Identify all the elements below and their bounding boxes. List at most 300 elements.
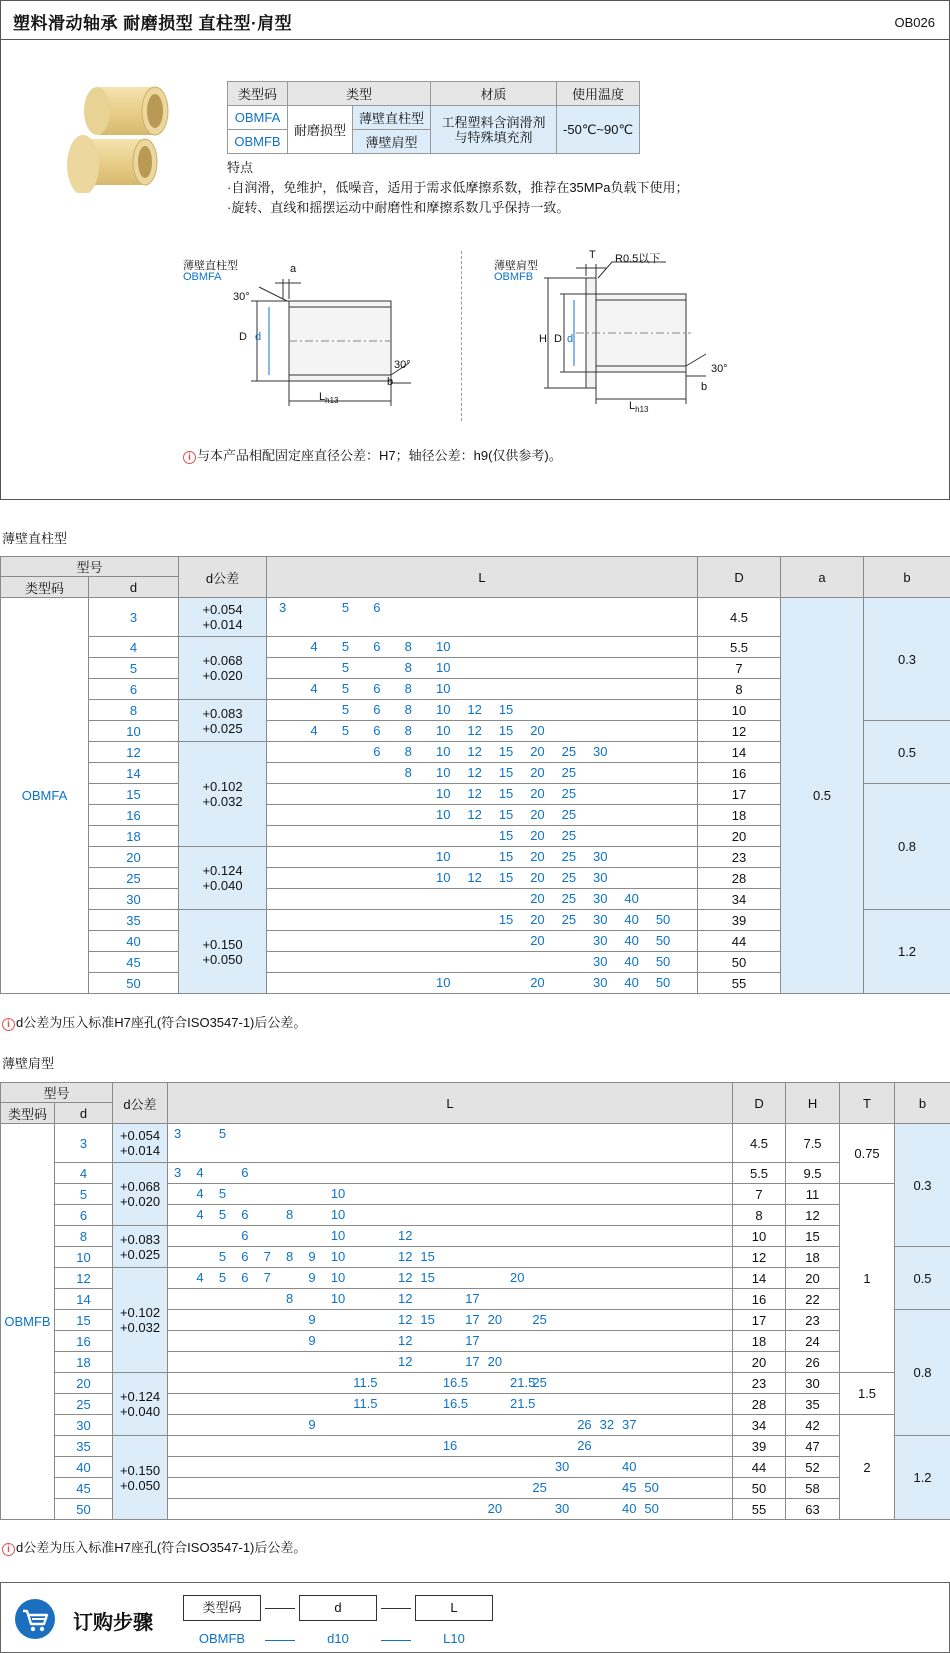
T-cell: 1 <box>840 1184 895 1373</box>
D-cell: 28 <box>698 868 781 889</box>
dim-angle: 30° <box>711 363 728 375</box>
L-value: 15 <box>498 849 514 864</box>
dim-L-text: L <box>319 391 326 403</box>
L-value: 8 <box>404 744 412 759</box>
L-value: 6 <box>373 600 381 615</box>
table-a-note <box>2 1012 306 1031</box>
L-value: 6 <box>241 1228 249 1243</box>
L-value: 15 <box>498 870 514 885</box>
d-cell: 16 <box>89 805 179 826</box>
order-separator <box>265 1640 295 1641</box>
L-value: 17 <box>465 1333 480 1348</box>
D-cell: 16 <box>698 763 781 784</box>
L-values-cell <box>267 658 698 679</box>
L-value: 12 <box>467 807 482 822</box>
tol-lower: +0.025 <box>119 1246 161 1262</box>
L-value: 30 <box>593 849 608 864</box>
tol-lower: +0.040 <box>202 878 243 893</box>
L-value: 6 <box>373 639 381 654</box>
L-value: 6 <box>373 702 381 717</box>
D-cell: 8 <box>698 679 781 700</box>
table-row <box>1 1226 950 1247</box>
L-value: 20 <box>530 870 545 885</box>
L-value: 17 <box>465 1312 480 1327</box>
L-value: 4 <box>196 1207 204 1222</box>
L-values-cell <box>168 1499 733 1520</box>
L-value: 26 <box>577 1417 592 1432</box>
L-value: 25 <box>532 1312 547 1327</box>
d-cell: 5 <box>89 658 179 679</box>
d-cell: 45 <box>55 1478 113 1499</box>
L-value: 30 <box>593 870 608 885</box>
L-value: 32 <box>599 1417 615 1432</box>
order-separator <box>381 1608 411 1609</box>
d-cell: 6 <box>89 679 179 700</box>
product-header-panel <box>0 0 950 500</box>
table-row <box>1 1163 950 1184</box>
L-value: 25 <box>561 807 577 822</box>
L-values-cell <box>168 1415 733 1436</box>
order-value-L: L10 <box>443 1631 465 1646</box>
type-code-cell: OBMFA <box>1 598 89 994</box>
col-header-code: 类型码 <box>1 577 89 598</box>
L-values-cell <box>168 1352 733 1373</box>
L-values-cell <box>267 889 698 910</box>
L-value: 20 <box>487 1354 503 1369</box>
spec-header: 类型码 <box>228 82 288 106</box>
L-value: 11.5 <box>353 1375 378 1390</box>
d-tolerance-cell <box>179 742 267 847</box>
b-cell: 0.8 <box>864 784 950 910</box>
L-value: 10 <box>436 786 451 801</box>
page-title: 塑料滑动轴承 耐磨损型 直柱型·肩型 <box>13 14 293 33</box>
L-value: 6 <box>241 1207 249 1222</box>
d-cell: 8 <box>55 1226 113 1247</box>
L-value: 10 <box>330 1207 346 1222</box>
L-value: 4 <box>196 1165 204 1180</box>
L-value: 12 <box>398 1249 413 1264</box>
D-cell: 39 <box>733 1436 786 1457</box>
H-cell: 22 <box>786 1289 840 1310</box>
b-cell: 0.3 <box>864 598 950 721</box>
tol-lower: +0.020 <box>119 1194 161 1209</box>
L-value: 16 <box>442 1438 458 1453</box>
spec-material <box>431 106 557 154</box>
H-cell: 47 <box>786 1436 840 1457</box>
L-value: 8 <box>286 1207 294 1222</box>
tol-upper: +0.102 <box>202 779 243 794</box>
L-value: 15 <box>498 786 514 801</box>
L-value: 12 <box>467 723 482 738</box>
L-value: 30 <box>593 912 608 927</box>
L-value: 12 <box>467 765 482 780</box>
L-values-cell <box>267 679 698 700</box>
divider <box>1 39 949 40</box>
D-cell: 50 <box>733 1478 786 1499</box>
D-cell: 55 <box>698 973 781 994</box>
D-cell: 39 <box>698 910 781 931</box>
L-values-cell <box>168 1331 733 1352</box>
b-cell: 1.2 <box>864 910 950 994</box>
tol-lower: +0.020 <box>202 668 243 683</box>
L-value: 5 <box>218 1249 227 1264</box>
order-value-d: d10 <box>327 1631 349 1646</box>
L-value: 5 <box>341 681 350 696</box>
L-value: 20 <box>487 1312 503 1327</box>
L-value: 10 <box>436 975 451 990</box>
L-value: 30 <box>554 1501 570 1516</box>
L-value: 4 <box>196 1270 204 1285</box>
L-value: 11.5 <box>353 1396 378 1411</box>
L-value: 7 <box>263 1270 271 1285</box>
L-value: 10 <box>436 765 451 780</box>
H-cell: 18 <box>786 1247 840 1268</box>
L-value: 8 <box>286 1291 294 1306</box>
L-value: 5 <box>218 1207 227 1222</box>
d-cell: 18 <box>89 826 179 847</box>
H-cell: 7.5 <box>786 1124 840 1163</box>
dim-D: D <box>239 331 247 343</box>
L-value: 9 <box>308 1270 316 1285</box>
flanged-type-table <box>0 1082 950 1520</box>
L-value: 12 <box>398 1270 413 1285</box>
tol-upper: +0.124 <box>119 1389 161 1404</box>
col-header-L: L <box>168 1083 733 1124</box>
tol-lower: +0.032 <box>202 794 243 809</box>
L-value: 25 <box>561 912 577 927</box>
L-value: 12 <box>398 1312 413 1327</box>
D-cell: 14 <box>698 742 781 763</box>
L-value: 15 <box>498 807 514 822</box>
L-values-cell <box>267 826 698 847</box>
L-value: 25 <box>532 1375 547 1390</box>
d-cell: 3 <box>89 598 179 637</box>
tol-lower: +0.032 <box>119 1320 161 1335</box>
D-cell: 10 <box>698 700 781 721</box>
spec-code: OBMFB <box>228 130 288 154</box>
D-cell: 14 <box>733 1268 786 1289</box>
L-values-cell <box>267 931 698 952</box>
L-values-cell <box>168 1268 733 1289</box>
b-cell: 0.5 <box>864 721 950 784</box>
section-title: 薄壁直柱型 <box>2 531 68 546</box>
spec-temperature: -50℃~90℃ <box>557 106 640 154</box>
D-cell: 16 <box>733 1289 786 1310</box>
L-value: 40 <box>624 975 639 990</box>
L-value: 20 <box>530 723 545 738</box>
drawing-left-code: OBMFA <box>183 271 222 283</box>
col-header-code: 类型码 <box>1 1103 55 1124</box>
d-tolerance-cell <box>113 1268 168 1373</box>
dim-L-text: L <box>629 400 636 412</box>
D-cell: 8 <box>733 1205 786 1226</box>
L-value: 21.5 <box>510 1396 536 1411</box>
L-value: 10 <box>330 1186 346 1201</box>
material-line: 工程塑料含润滑剂 <box>441 114 546 130</box>
L-value: 20 <box>510 1270 525 1285</box>
tol-upper: +0.054 <box>119 1128 161 1143</box>
d-cell: 45 <box>89 952 179 973</box>
L-value: 3 <box>174 1165 182 1180</box>
d-cell: 30 <box>89 889 179 910</box>
L-values-cell <box>168 1247 733 1268</box>
dim-d: d <box>567 333 574 345</box>
L-value: 25 <box>561 828 577 843</box>
d-cell: 12 <box>89 742 179 763</box>
d-cell: 30 <box>55 1415 113 1436</box>
tol-upper: +0.102 <box>119 1305 161 1320</box>
L-value: 5 <box>341 660 350 675</box>
L-value: 6 <box>373 723 381 738</box>
product-code: OB026 <box>894 15 935 30</box>
L-value: 12 <box>398 1354 413 1369</box>
L-values-cell <box>267 952 698 973</box>
d-cell: 20 <box>89 847 179 868</box>
features <box>227 158 689 218</box>
H-cell: 42 <box>786 1415 840 1436</box>
H-cell: 52 <box>786 1457 840 1478</box>
spec-type-main: 耐磨损型 <box>288 106 353 154</box>
d-tolerance-cell <box>179 700 267 742</box>
L-value: 3 <box>279 600 287 615</box>
L-value: 8 <box>404 702 412 717</box>
L-value: 40 <box>624 891 639 906</box>
dim-d: d <box>255 331 262 343</box>
spec-table <box>227 81 640 154</box>
col-header-model: 型号 <box>1 1083 113 1103</box>
tol-lower: +0.025 <box>202 720 243 736</box>
L-value: 8 <box>404 765 412 780</box>
L-values-cell <box>267 637 698 658</box>
L-value: 5 <box>218 1126 227 1141</box>
L-value: 17 <box>465 1354 480 1369</box>
L-value: 30 <box>593 891 608 906</box>
L-value: 20 <box>487 1501 503 1516</box>
spec-code: OBMFA <box>228 106 288 130</box>
dim-r05: R0.5以下 <box>615 253 661 265</box>
L-value: 40 <box>624 912 639 927</box>
L-value: 50 <box>655 912 671 927</box>
L-value: 12 <box>398 1291 413 1306</box>
D-cell: 12 <box>733 1247 786 1268</box>
D-cell: 28 <box>733 1394 786 1415</box>
order-title: 订购步骤 <box>73 1612 153 1634</box>
L-values-cell <box>267 763 698 784</box>
D-cell: 12 <box>698 721 781 742</box>
L-value: 40 <box>622 1459 637 1474</box>
dim-a: a <box>290 263 297 275</box>
L-value: 30 <box>593 975 608 990</box>
L-value: 20 <box>530 933 545 948</box>
d-tolerance-cell <box>113 1373 168 1436</box>
d-cell: 8 <box>89 700 179 721</box>
note-text: d公差为压入标准H7座孔(符合ISO3547-1)后公差。 <box>16 1015 307 1030</box>
feature-item: ·自润滑，免维护，低噪音，适用于需求低摩擦系数，推荐在35MPa负载下使用； <box>227 180 689 195</box>
dim-H: H <box>539 333 547 345</box>
col-header-d: d <box>55 1103 113 1124</box>
d-cell: 25 <box>55 1394 113 1415</box>
spec-header: 材质 <box>431 82 557 106</box>
d-cell: 10 <box>55 1247 113 1268</box>
order-value-code: OBMFB <box>198 1631 246 1646</box>
L-value: 6 <box>241 1249 249 1264</box>
d-cell: 4 <box>89 637 179 658</box>
col-header-D: D <box>698 557 781 598</box>
table-row <box>1 1124 950 1163</box>
L-value: 10 <box>436 744 451 759</box>
D-cell: 4.5 <box>698 598 781 637</box>
L-value: 12 <box>467 744 482 759</box>
col-header-model: 型号 <box>1 557 179 577</box>
straight-type-body <box>1 598 950 994</box>
tol-upper: +0.124 <box>202 863 243 878</box>
L-value: 10 <box>330 1291 346 1306</box>
L-value: 15 <box>498 744 514 759</box>
d-cell: 5 <box>55 1184 113 1205</box>
L-values-cell <box>267 598 698 637</box>
L-values-cell <box>168 1373 733 1394</box>
order-box-d: d <box>299 1595 377 1621</box>
L-value: 12 <box>467 786 482 801</box>
dim-b: b <box>387 376 394 388</box>
drawing-right-code: OBMFB <box>494 271 534 283</box>
L-values-cell <box>267 742 698 763</box>
tol-lower: +0.040 <box>119 1404 161 1419</box>
L-value: 40 <box>624 954 639 969</box>
L-values-cell <box>168 1163 733 1184</box>
L-values-cell <box>168 1478 733 1499</box>
L-value: 6 <box>373 744 381 759</box>
L-value: 45 <box>622 1480 637 1495</box>
L-value: 30 <box>554 1459 570 1474</box>
section-title: 薄壁肩型 <box>2 1056 55 1071</box>
d-cell: 6 <box>55 1205 113 1226</box>
L-value: 50 <box>655 954 671 969</box>
note-text: 与本产品相配固定座直径公差：H7；轴径公差：h9(仅供参考)。 <box>197 448 562 463</box>
col-header-dtol: d公差 <box>179 557 267 598</box>
dim-T: T <box>589 249 596 261</box>
L-value: 50 <box>655 933 671 948</box>
order-box-code: 类型码 <box>183 1595 261 1621</box>
L-values-cell <box>168 1394 733 1415</box>
L-value: 37 <box>622 1417 637 1432</box>
d-cell: 3 <box>55 1124 113 1163</box>
D-cell: 5.5 <box>733 1163 786 1184</box>
drawing-right-title: 薄壁肩型 <box>494 260 538 272</box>
order-separator <box>265 1608 295 1609</box>
d-tolerance-cell <box>113 1226 168 1268</box>
L-value: 30 <box>593 744 608 759</box>
bushing-image <box>51 83 181 193</box>
L-value: 20 <box>530 786 545 801</box>
features-title: 特点 <box>227 160 254 175</box>
L-value: 6 <box>241 1165 249 1180</box>
L-values-cell <box>267 805 698 826</box>
col-header-b: b <box>864 557 950 598</box>
L-value: 10 <box>436 681 451 696</box>
tol-upper: +0.068 <box>202 653 243 668</box>
spec-header: 类型 <box>288 82 431 106</box>
L-value: 5 <box>218 1270 227 1285</box>
D-cell: 20 <box>733 1352 786 1373</box>
H-cell: 20 <box>786 1268 840 1289</box>
L-values-cell <box>168 1205 733 1226</box>
info-icon: i <box>183 451 196 464</box>
D-cell: 20 <box>698 826 781 847</box>
d-tolerance-cell <box>179 598 267 637</box>
L-values-cell <box>168 1436 733 1457</box>
dim-D: D <box>554 333 562 345</box>
d-cell: 50 <box>89 973 179 994</box>
D-cell: 50 <box>698 952 781 973</box>
L-value: 4 <box>310 681 318 696</box>
tol-upper: +0.150 <box>202 936 243 952</box>
D-cell: 5.5 <box>698 637 781 658</box>
L-value: 26 <box>577 1438 592 1453</box>
L-value: 20 <box>530 912 545 927</box>
d-cell: 12 <box>55 1268 113 1289</box>
L-value: 5 <box>341 600 350 615</box>
note-text: d公差为压入标准H7座孔(符合ISO3547-1)后公差。 <box>16 1540 307 1555</box>
L-value: 25 <box>532 1480 547 1495</box>
col-header-b: b <box>895 1083 950 1124</box>
L-value: 30 <box>593 933 608 948</box>
table-row <box>1 598 950 637</box>
L-values-cell <box>168 1457 733 1478</box>
table-row <box>1 1373 950 1394</box>
H-cell: 30 <box>786 1373 840 1394</box>
L-value: 10 <box>436 870 451 885</box>
H-cell: 63 <box>786 1499 840 1520</box>
L-value: 25 <box>561 849 577 864</box>
spec-header: 使用温度 <box>557 82 640 106</box>
D-cell: 44 <box>698 931 781 952</box>
L-values-cell <box>267 847 698 868</box>
col-header-dtol: d公差 <box>113 1083 168 1124</box>
d-cell: 14 <box>55 1289 113 1310</box>
L-value: 17 <box>465 1291 480 1306</box>
d-cell: 10 <box>89 721 179 742</box>
H-cell: 35 <box>786 1394 840 1415</box>
L-value: 20 <box>530 828 545 843</box>
L-value: 20 <box>530 807 545 822</box>
dim-angle: 30° <box>394 359 411 371</box>
col-header-d: d <box>89 577 179 598</box>
L-values-cell <box>267 721 698 742</box>
L-value: 6 <box>373 681 381 696</box>
L-value: 25 <box>561 744 577 759</box>
L-value: 50 <box>644 1501 659 1516</box>
d-cell: 18 <box>55 1352 113 1373</box>
L-value: 15 <box>420 1270 435 1285</box>
b-cell: 0.5 <box>895 1247 950 1310</box>
L-value: 16.5 <box>442 1396 469 1411</box>
material-line: 与特殊填充剂 <box>454 129 533 145</box>
L-value: 8 <box>404 639 412 654</box>
dim-L-sub: h13 <box>325 396 339 406</box>
L-value: 4 <box>310 723 318 738</box>
dim-angle: 30° <box>233 291 250 303</box>
table-b-note <box>2 1537 306 1556</box>
straight-type-table <box>0 556 950 994</box>
L-value: 3 <box>174 1126 182 1141</box>
D-cell: 18 <box>733 1331 786 1352</box>
D-cell: 7 <box>698 658 781 679</box>
d-cell: 15 <box>55 1310 113 1331</box>
T-cell: 1.5 <box>840 1373 895 1415</box>
L-value: 25 <box>561 891 577 906</box>
L-value: 20 <box>530 891 545 906</box>
